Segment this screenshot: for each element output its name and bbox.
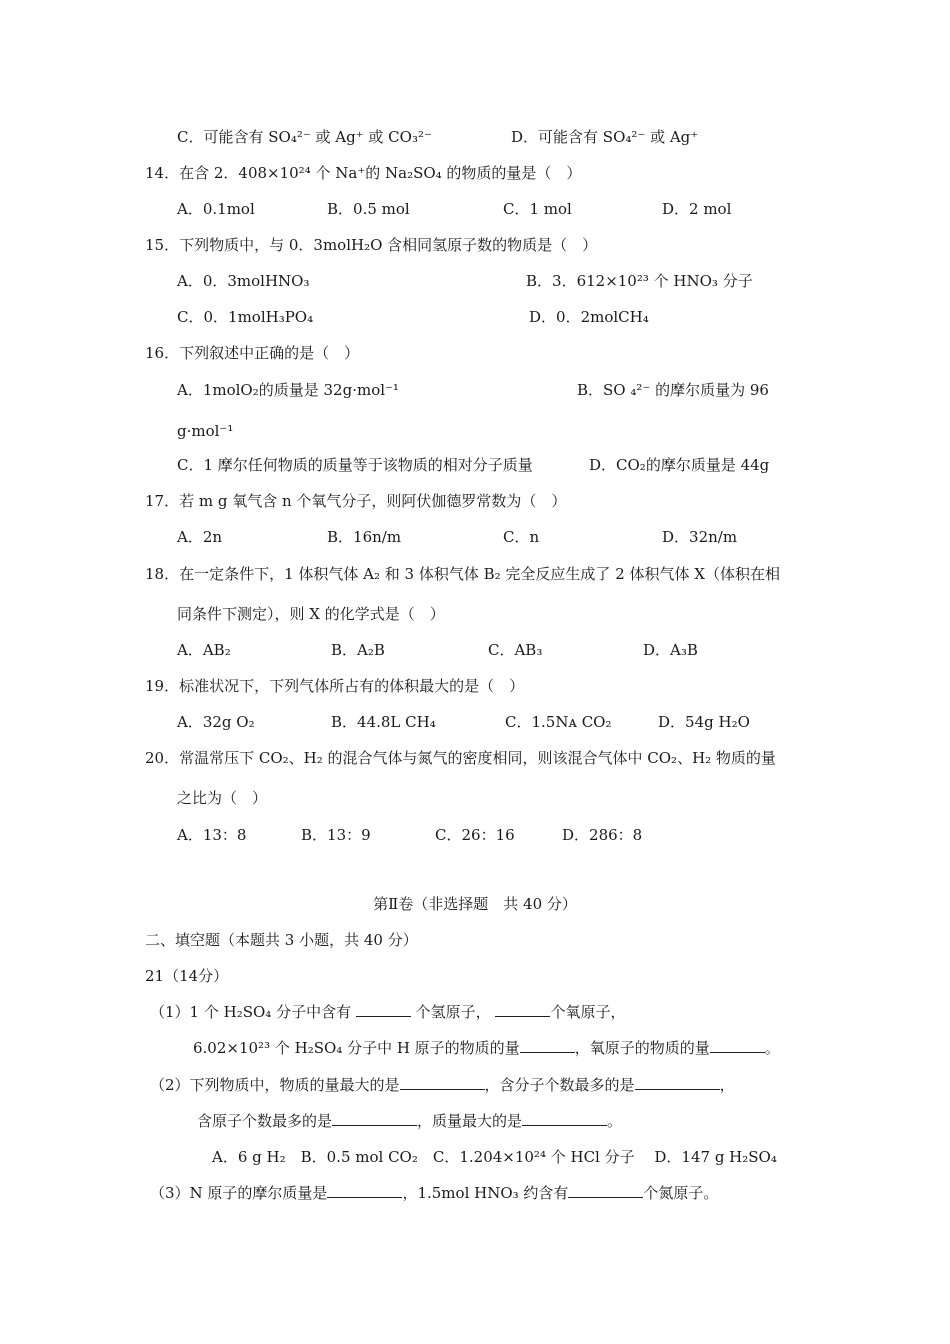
q16-option-c: C．1 摩尔任何物质的质量等于该物质的相对分子质量 (177, 456, 533, 474)
q18-option-b: B．A₂B (331, 641, 385, 659)
q14-option-b: B．0.5 mol (327, 200, 410, 218)
part2-title: 第Ⅱ卷（非选择题 共 40 分） (373, 895, 577, 913)
q17-option-d: D．32n/m (662, 528, 738, 546)
q14-stem: 14．在含 2．408×10²⁴ 个 Na⁺的 Na₂SO₄ 的物质的量是（ ） (145, 164, 582, 182)
q19-option-d: D．54g H₂O (658, 713, 750, 731)
q21-part3-text-a: （3）N 原子的摩尔质量是 (150, 1184, 328, 1202)
q13-option-d: D．可能含有 SO₄²⁻ 或 Ag⁺ (511, 128, 699, 146)
q13-option-c: C．可能含有 SO₄²⁻ 或 Ag⁺ 或 CO₃²⁻ (177, 128, 432, 146)
q21-part2-text-a: （2）下列物质中，物质的量最大的是 (150, 1076, 400, 1094)
q21-part1-text-e: ，氧原子的物质的量 (574, 1039, 710, 1057)
q17-option-c: C．n (503, 528, 540, 546)
q21-blank-max-mass[interactable] (522, 1111, 607, 1126)
q14-option-a: A．0.1mol (177, 200, 255, 218)
q15-stem: 15．下列物质中，与 0．3molH₂O 含相同氢原子数的物质是（ ） (145, 236, 598, 254)
q18-option-c: C．AB₃ (488, 641, 543, 659)
q21-blank-n-atoms[interactable] (568, 1183, 643, 1198)
q19-option-b: B．44.8L CH₄ (331, 713, 436, 731)
q17-option-b: B．16n/m (327, 528, 402, 546)
q21-part2-options: A．6 g H₂ B．0.5 mol CO₂ C．1.204×10²⁴ 个 HCl 分子 D．147 g H₂SO₄ (212, 1148, 777, 1166)
q21-part1-text-b: 个氢原子， (415, 1003, 491, 1021)
q14-option-c: C．1 mol (503, 200, 572, 218)
q17-stem: 17．若 m g 氧气含 n 个氧气分子，则阿伏伽德罗常数为（ ） (145, 492, 567, 510)
q21-part1-text-d: 6.02×10²³ 个 H₂SO₄ 分子中 H 原子的物质的量 (193, 1039, 520, 1057)
q14-option-d: D．2 mol (662, 200, 732, 218)
q21-part2-line1 (150, 1075, 735, 1095)
q19-stem: 19．标准状况下，下列气体所占有的体积最大的是（ ） (145, 677, 525, 695)
q21-part1-text-f: 。 (764, 1039, 780, 1057)
q20-option-c: C．26：16 (435, 826, 515, 844)
q20-stem-line1: 20．常温常压下 CO₂、H₂ 的混合气体与氮气的密度相同，则该混合气体中 CO₂、H₂ 物质的量 (145, 749, 776, 767)
q18-stem-line2: 同条件下测定），则 X 的化学式是（ ） (177, 605, 445, 623)
q16-option-b-continued: g·mol⁻¹ (177, 422, 234, 440)
q18-option-d: D．A₃B (643, 641, 698, 659)
q21-part2-text-e: ，质量最大的是 (417, 1112, 523, 1130)
q21-part1-line2 (193, 1038, 780, 1058)
q18-stem-line1: 18．在一定条件下，1 体积气体 A₂ 和 3 体积气体 B₂ 完全反应生成了 2 体积气体 X（体积在相 (145, 565, 780, 583)
q21-part1-text-c: 个氧原子， (550, 1003, 626, 1021)
q18-option-a: A．AB₂ (177, 641, 231, 659)
q21-header: 21（14分） (145, 967, 229, 985)
q21-blank-max-moles[interactable] (400, 1075, 485, 1090)
q21-blank-o-moles[interactable] (710, 1038, 765, 1053)
q19-option-c: C．1.5Nᴀ CO₂ (505, 713, 612, 731)
q15-option-b: B．3．612×10²³ 个 HNO₃ 分子 (526, 272, 753, 290)
q20-stem-line2: 之比为（ ） (177, 789, 268, 807)
q21-blank-max-molecules[interactable] (635, 1075, 720, 1090)
q21-part3-line (150, 1183, 718, 1203)
q16-option-a: A．1molO₂的质量是 32g·mol⁻¹ (177, 381, 399, 399)
q20-option-d: D．286：8 (562, 826, 643, 844)
q21-blank-h-atoms[interactable] (356, 1002, 411, 1017)
q21-part2-text-b: ，含分子个数最多的是 (484, 1076, 635, 1094)
q21-part1-line1 (150, 1002, 625, 1022)
section-fill-in-heading: 二、填空题（本题共 3 小题，共 40 分） (145, 931, 418, 949)
q21-blank-n-molar-mass[interactable] (327, 1183, 402, 1198)
q21-part2-line2 (197, 1111, 622, 1131)
q21-part2-text-f: 。 (607, 1112, 623, 1130)
q21-part2-text-d: 含原子个数最多的是 (197, 1112, 333, 1130)
q16-option-b: B．SO ₄²⁻ 的摩尔质量为 96 (577, 381, 769, 399)
q15-option-d: D．0．2molCH₄ (529, 308, 649, 326)
q21-blank-h-moles[interactable] (520, 1038, 575, 1053)
q20-option-a: A．13：8 (177, 826, 247, 844)
q20-option-b: B．13：9 (301, 826, 371, 844)
q21-part1-text-a: （1）1 个 H₂SO₄ 分子中含有 (150, 1003, 352, 1021)
q17-option-a: A．2n (177, 528, 223, 546)
q16-stem: 16．下列叙述中正确的是（ ） (145, 344, 360, 362)
q21-blank-max-atoms[interactable] (332, 1111, 417, 1126)
q21-part3-text-c: 个氮原子。 (643, 1184, 719, 1202)
q15-option-c: C．0．1molH₃PO₄ (177, 308, 314, 326)
q21-part2-text-c: ， (719, 1076, 735, 1094)
q16-option-d: D．CO₂的摩尔质量是 44g (589, 456, 770, 474)
q21-blank-o-atoms[interactable] (495, 1002, 550, 1017)
q19-option-a: A．32g O₂ (177, 713, 255, 731)
q15-option-a: A．0．3molHNO₃ (177, 272, 310, 290)
q21-part3-text-b: ，1.5mol HNO₃ 约含有 (402, 1184, 569, 1202)
